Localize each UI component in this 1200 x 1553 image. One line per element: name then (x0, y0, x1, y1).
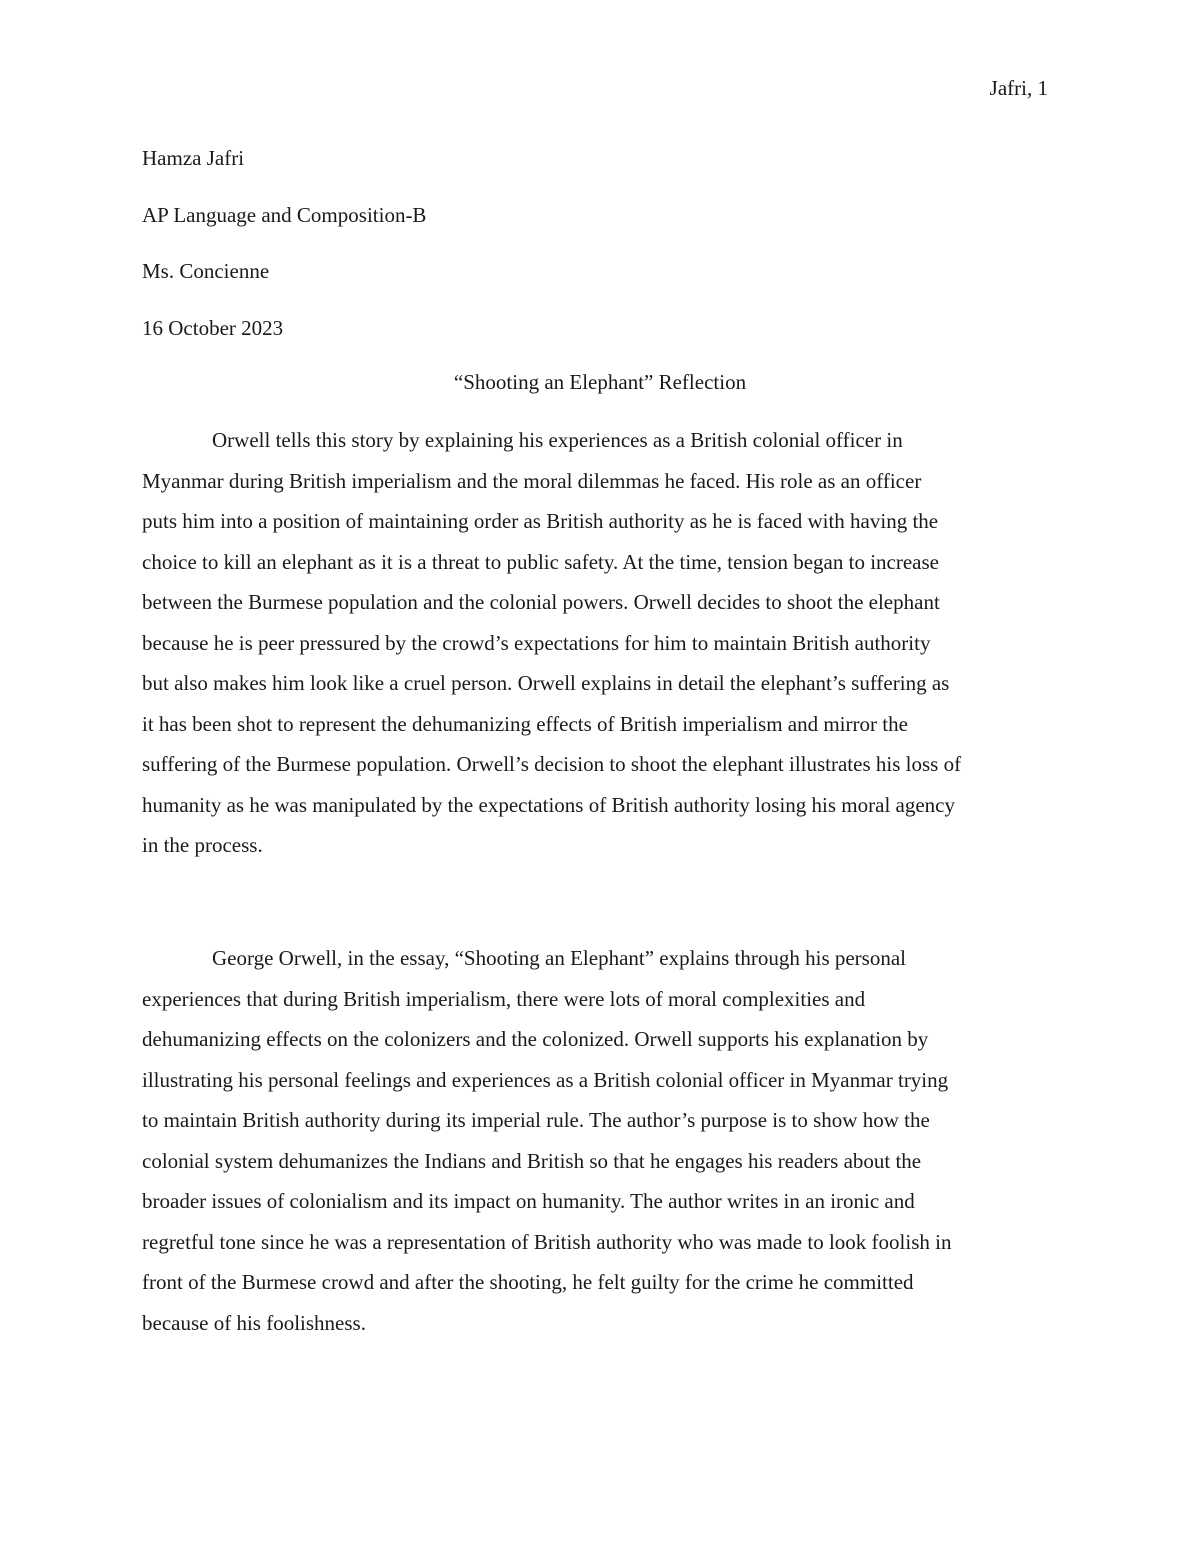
paragraph-line: experiences that during British imperialism, there were lots of moral complexities and (142, 986, 866, 1011)
paragraph-line: choice to kill an elephant as it is a threat to public safety. At the time, tension began to increase (142, 549, 939, 574)
paragraph-line: between the Burmese population and the colonial powers. Orwell decides to shoot the elephant (142, 590, 940, 614)
paragraph-line: broader issues of colonialism and its impact on humanity. The author writes in an ironic and (142, 1189, 915, 1213)
paragraph-line: Orwell tells this story by explaining his experiences as a British colonial officer in (212, 428, 903, 452)
paragraph-line: puts him into a position of maintaining order as British authority as he is faced with having the (142, 509, 939, 533)
paragraph-line: because of his foolishness. (142, 1310, 366, 1335)
paragraph-line: George Orwell, in the essay, “Shooting an Elephant” explains through his personal (212, 946, 907, 970)
essay-title: “Shooting an Elephant” Reflection (453, 370, 747, 394)
course-name: AP Language and Composition-B (142, 202, 427, 227)
paragraph-line: Myanmar during British imperialism and the moral dilemmas he faced. His role as an officer (142, 468, 922, 493)
paragraph-line: because he is peer pressured by the crowd’s expectations for him to maintain British authority (142, 630, 931, 655)
paragraph-line: colonial system dehumanizes the Indians and British so that he engages his readers about the (142, 1148, 922, 1173)
paragraph-line: regretful tone since he was a representation of British authority who was made to look foolish in (142, 1229, 952, 1254)
paragraph-line: suffering of the Burmese population. Orwell’s decision to shoot the elephant illustrates his loss of (142, 752, 962, 776)
paragraph-line: front of the Burmese crowd and after the shooting, he felt guilty for the crime he committed (142, 1270, 914, 1294)
paragraph-line: in the process. (142, 833, 263, 857)
paragraph-2 (142, 938, 1062, 1343)
essay-date: 16 October 2023 (142, 315, 284, 340)
paragraph-line: to maintain British authority during its imperial rule. The author’s purpose is to show how the (142, 1108, 930, 1132)
paragraph-line: dehumanizing effects on the colonizers and the colonized. Orwell supports his explanation by (142, 1027, 929, 1051)
running-head: Jafri, 1 (989, 76, 1048, 100)
paragraph-line: illustrating his personal feelings and experiences as a British colonial officer in Myanmar trying (142, 1067, 949, 1092)
mla-heading (142, 144, 1058, 370)
paragraph-line: it has been shot to represent the dehumanizing effects of British imperialism and mirror the (142, 711, 908, 736)
paragraph-line: humanity as he was manipulated by the expectations of British authority losing his moral agency (142, 792, 955, 817)
paragraph-line: but also makes him look like a cruel person. Orwell explains in detail the elephant’s suffering as (142, 671, 950, 695)
student-name: Hamza Jafri (142, 146, 245, 170)
paragraph-1 (142, 420, 1062, 866)
instructor-name: Ms. Concienne (142, 259, 270, 283)
